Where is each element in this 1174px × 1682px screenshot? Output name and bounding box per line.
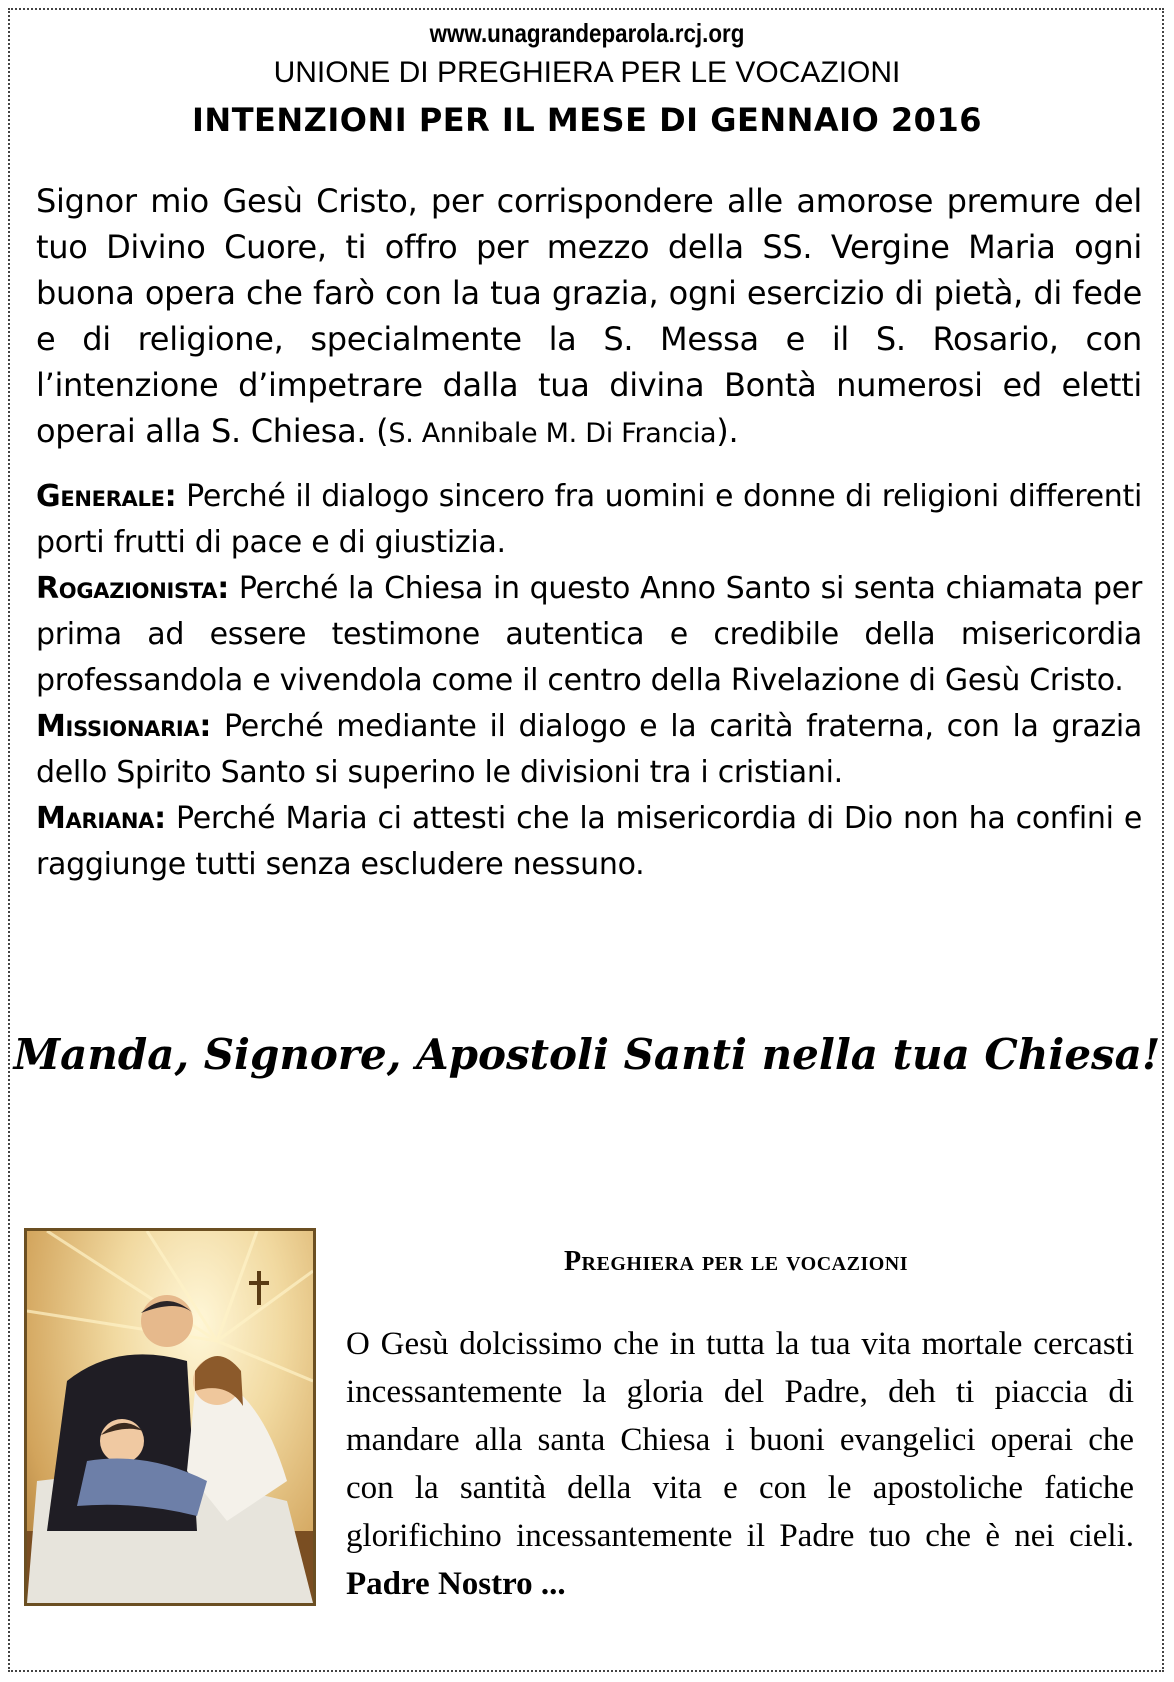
offering-prayer-text: Signor mio Gesù Cristo, per corrispondere alle amorose premure del tuo Divino Cuore, ti offro per mezzo della SS. Vergine Maria ogni buona opera che farò con la tua grazia, ogni esercizio di pietà, di fede e di religione, specialmente la S. Messa e il S. Rosario, con l’intenzione d’impetrare dalla tua divina Bontà numerosi ed eletti operai alla S. Chiesa. (	[36, 182, 1142, 450]
motto: Manda, Signore, Apostoli Santi nella tua Chiesa!	[13, 1030, 1161, 1079]
intention-rogazionista: Rogazionista: Perché la Chiesa in questo Anno Santo si senta chiamata per prima ad essere testimone autentica e credibile della misericordia professandola e vivendola come il centro della Rivelazione di Gesù Cristo.	[36, 571, 1142, 698]
devotional-image	[24, 1228, 316, 1606]
intention-text: Perché mediante il dialogo e la carità fraterna, con la grazia dello Spirito Santo si superino le divisioni tra i cristiani.	[36, 709, 1142, 790]
intention-label: Mariana	[36, 801, 155, 836]
intention-label: Rogazionista	[36, 571, 218, 606]
crucifix-icon	[249, 1271, 269, 1305]
intention-missionaria: Missionaria: Perché mediante il dialogo e la carità fraterna, con la grazia dello Spirito Santo si superino le divisioni tra i cristiani.	[36, 709, 1142, 790]
intentions-list	[36, 474, 1142, 888]
vocation-prayer-text: O Gesù dolcissimo che in tutta la tua vita mortale cercasti incessantemente la gloria del Padre, deh ti piaccia di mandare alla santa Chiesa i buoni evangelici operai che con la santità della vita e con le apostoliche fatiche glorifichino incessantemente il Padre tuo che è nei cieli.	[346, 1326, 1134, 1554]
vocation-prayer	[346, 1320, 1134, 1608]
prayer-attribution: S. Annibale M. Di Francia	[388, 418, 717, 449]
intention-text: Perché la Chiesa in questo Anno Santo si senta chiamata per prima ad essere testimone autentica e credibile della misericordia professandola e vivendola come il centro della Rivelazione di Gesù Cristo.	[36, 571, 1142, 698]
intention-label: Generale	[36, 479, 165, 514]
vocation-prayer-ending: Padre Nostro ...	[346, 1566, 566, 1602]
intention-mariana: Mariana: Perché Maria ci attesti che la misericordia di Dio non ha confini e raggiunge tutti senza escludere nessuno.	[36, 801, 1142, 882]
vocation-prayer-title: Preghiera per le vocazioni	[563, 1246, 909, 1277]
website-url[interactable]: www.unagrandeparola.rcj.org	[429, 18, 745, 48]
union-title: UNIONE DI PREGHIERA PER LE VOCAZIONI	[273, 56, 901, 89]
intention-generale: Generale: Perché il dialogo sincero fra uomini e donne di religioni differenti porti frutti di pace e di giustizia.	[36, 479, 1142, 560]
intention-text: Perché il dialogo sincero fra uomini e donne di religioni differenti porti frutti di pace e di giustizia.	[36, 479, 1142, 560]
offering-prayer	[36, 178, 1142, 457]
devotional-illustration	[27, 1231, 313, 1603]
intentions-title: INTENZIONI PER IL MESE DI GENNAIO 2016	[192, 101, 982, 139]
prayer-closing: ).	[716, 412, 739, 450]
intention-label: Missionaria	[36, 709, 200, 744]
intention-text: Perché Maria ci attesti che la misericordia di Dio non ha confini e raggiunge tutti senza escludere nessuno.	[36, 801, 1142, 882]
